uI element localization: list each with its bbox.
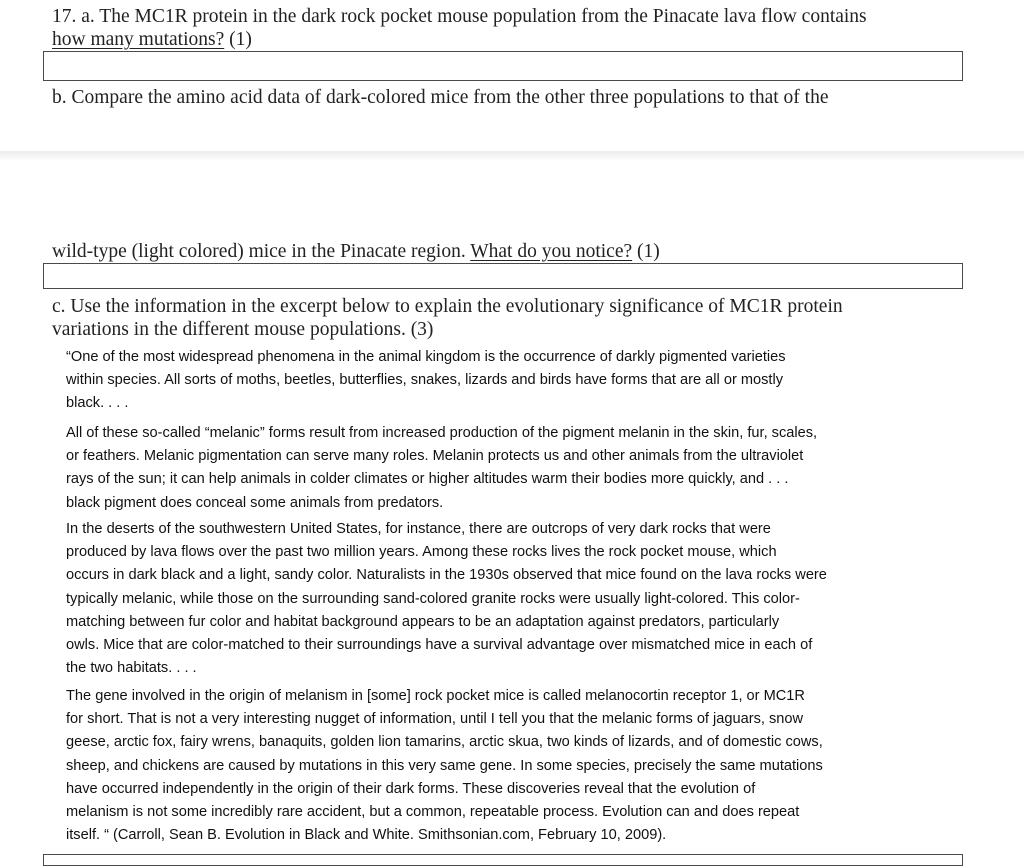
excerpt-line: occurs in dark black and a light, sandy color. Naturalists in the 1930s observed that mice found on the lava rocks were (66, 567, 827, 584)
question-17b-underlined: What do you notice? (470, 241, 633, 262)
answer-box-17a[interactable] (43, 51, 963, 81)
excerpt-paragraph-4 (66, 685, 926, 847)
question-17a-underlined: how many mutations? (52, 29, 225, 50)
question-17a-line1: 17. a. The MC1R protein in the dark rock pocket mouse population from the Pinacate lava flow contains (52, 6, 867, 27)
excerpt-line: sheep, and chickens are caused by mutations in this very same gene. In some species, precisely the same mutations (66, 757, 823, 774)
excerpt-line: or feathers. Melanic pigmentation can serve many roles. Melanin protects us and other animals from the ultraviolet (66, 448, 804, 465)
excerpt-line: rays of the sun; it can help animals in colder climates or higher altitudes warm their bodies more quickly, and . . . (66, 471, 789, 488)
excerpt-line: “One of the most widespread phenomena in the animal kingdom is the occurrence of darkly pigmented varieties (66, 349, 786, 365)
excerpt-paragraph-2 (66, 422, 926, 515)
excerpt-paragraph-3 (66, 518, 926, 680)
question-17a (52, 5, 952, 51)
excerpt-line: matching between fur color and habitat background appears to be an adaptation against predators, particularly (66, 613, 780, 630)
answer-box-17c[interactable] (43, 854, 963, 866)
excerpt-line: the two habitats. . . . (66, 660, 197, 677)
question-17b-line2-start: wild-type (light colored) mice in the Pinacate region. (52, 241, 471, 262)
excerpt-line: geese, arctic fox, fairy wrens, banaquits, golden lion tamarins, arctic skua, two kinds of lizards, and of domestic cows, (66, 734, 823, 751)
excerpt-line: The gene involved in the origin of melanism in [some] rock pocket mice is called melanocortin receptor 1, or MC1R (66, 688, 805, 704)
excerpt-line: for short. That is not a very interesting nugget of information, until I tell you that the melanic forms of jaguars, snow (66, 711, 804, 728)
page-break (0, 151, 1024, 161)
question-17b-continued (52, 240, 952, 263)
question-17c-line1: c. Use the information in the excerpt below to explain the evolutionary significance of MC1R protein (52, 296, 843, 317)
excerpt-line: within species. All sorts of moths, beetles, butterflies, snakes, lizards and birds have forms that are all or mostly (66, 372, 784, 389)
excerpt-line: In the deserts of the southwestern United States, for instance, there are outcrops of very dark rocks that were (66, 521, 771, 537)
question-17a-points: (1) (224, 29, 252, 50)
excerpt-line: black pigment does conceal some animals from predators. (66, 494, 444, 511)
excerpt-line: itself. “ (Carroll, Sean B. Evolution in Black and White. Smithsonian.com, February 10, 2009). (66, 827, 667, 844)
excerpt-line: have occurred independently in the origin of their dark forms. These discoveries reveal that the evolution of (66, 780, 756, 797)
question-17b-line1: b. Compare the amino acid data of dark-colored mice from the other three populations to that of the (52, 87, 829, 108)
question-17c (52, 295, 952, 341)
excerpt-line: black. . . . (66, 395, 129, 412)
excerpt-line: produced by lava flows over the past two million years. Among these rocks lives the rock pocket mouse, which (66, 544, 777, 561)
excerpt-line: typically melanic, while those on the surrounding sand-colored granite rocks were usually light-colored. This color- (66, 590, 800, 607)
question-17b-points: (1) (632, 241, 660, 262)
excerpt-paragraph-1 (66, 346, 926, 416)
question-17b-line2 (52, 240, 952, 263)
excerpt-line: All of these so-called “melanic” forms result from increased production of the pigment melanin in the skin, fur, scales, (66, 425, 818, 441)
excerpt-line: owls. Mice that are color-matched to their surroundings have a survival advantage over mismatched mice in each of (66, 637, 813, 654)
answer-box-17b[interactable] (43, 263, 963, 289)
question-17a-line2 (52, 28, 952, 51)
question-17b (52, 86, 952, 109)
question-17c-line2: variations in the different mouse populations. (3) (52, 319, 434, 340)
excerpt-line: melanism is not some incredibly rare accident, but a common, repeatable process. Evolution can and does repeat (66, 804, 800, 821)
